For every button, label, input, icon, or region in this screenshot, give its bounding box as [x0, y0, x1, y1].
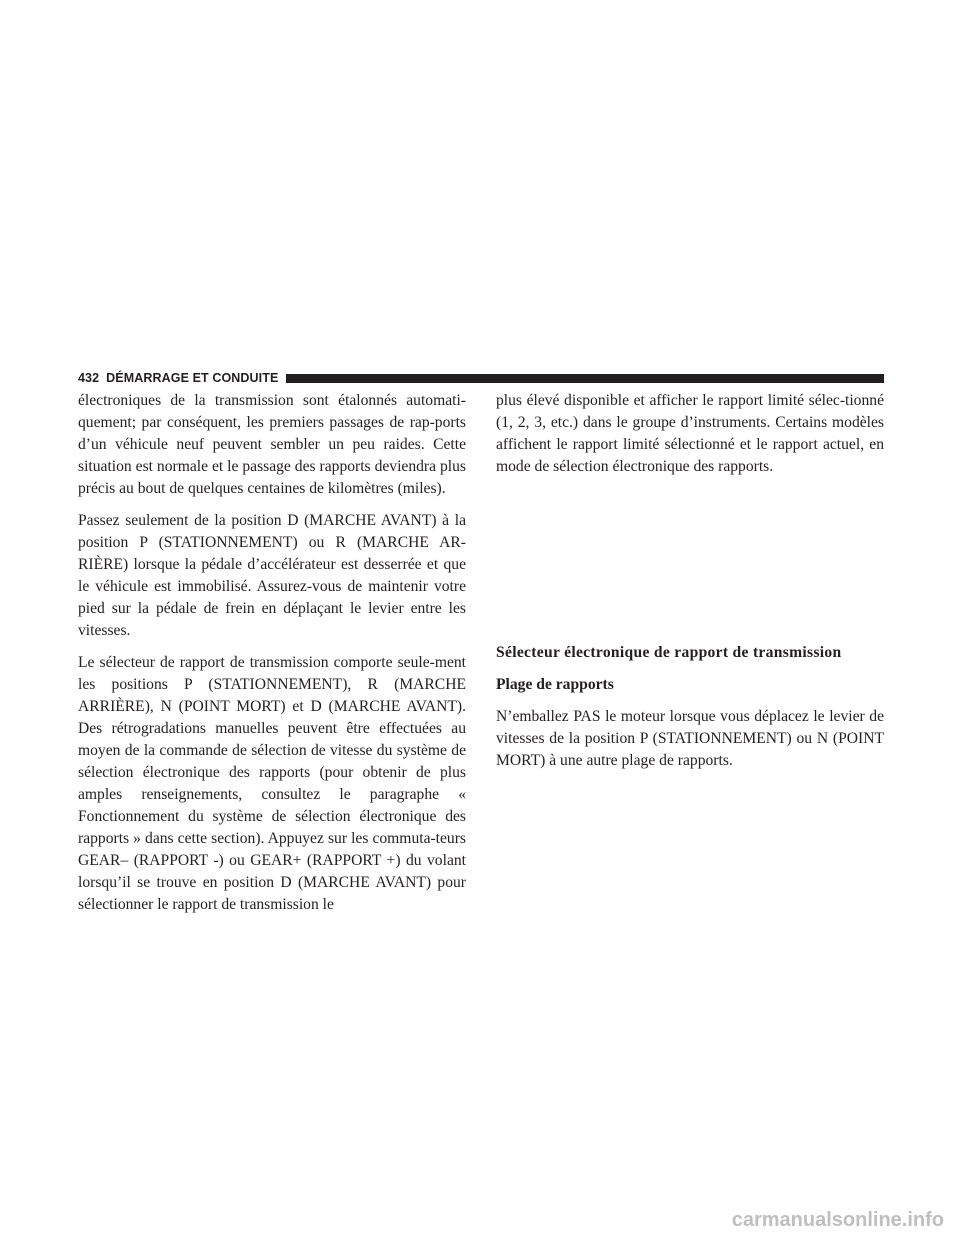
header-rule — [286, 374, 884, 383]
body-paragraph: électroniques de la transmission sont étalonnés automati-quement; par conséquent, les premiers passages de rap-ports d’un véhicule neuf peuvent sembler un peu raides. Cette situation est normale et le passage des rapports deviendra plus précis au bout de quelques centaines de kilomètres (miles). — [78, 392, 466, 497]
body-paragraph: plus élevé disponible et afficher le rapport limité sélec-tionné (1, 2, 3, etc.) dans le groupe d’instruments. Certains modèles affichent le rapport limité sélectionné et le rapport actuel, en mode de sélection électronique des rapports. — [496, 392, 884, 475]
subheading: Plage de rapports — [496, 676, 614, 693]
watermark: carmanualsonline.info — [731, 1209, 944, 1231]
right-column — [496, 390, 884, 782]
body-paragraph: N’emballez PAS le moteur lorsque vous déplacez le levier de vitesses de la position P (STATIONNEMENT) ou N (POINT MORT) à une autre plage de rapports. — [496, 708, 884, 769]
page-header — [78, 369, 884, 387]
body-paragraph: Passez seulement de la position D (MARCHE AVANT) à la position P (STATIONNEMENT) ou R (MARCHE AR-RIÈRE) lorsque la pédale d’accélérateur est desserrée et que le véhicule est immobilisé. Assurez-vous de maintenir votre pied sur la pédale de frein en déplaçant le levier entre les vitesses. — [78, 512, 466, 639]
body-paragraph: Le sélecteur de rapport de transmission comporte seule-ment les positions P (STATIONNEMENT), R (MARCHE ARRIÈRE), N (POINT MORT) et D (MARCHE AVANT). Des rétrogradations manuelles peuvent être effectuées au moyen de la commande de sélection de vitesse du système de sélection électronique des rapports (pour obtenir de plus amples renseignements, consultez le paragraphe « Fonctionnement du système de sélection électronique des rapports » dans cette section). Appuyez sur les commuta-teurs GEAR– (RAPPORT -) ou GEAR+ (RAPPORT +) du volant lorsqu’il se trouve en position D (MARCHE AVANT) pour sélectionner le rapport de transmission le — [78, 654, 466, 913]
figure-placeholder — [496, 488, 884, 642]
page-number: 432 — [78, 371, 100, 385]
left-column — [78, 390, 466, 926]
figure-caption: Sélecteur électronique de rapport de transmission — [496, 644, 842, 661]
section-title: DÉMARRAGE ET CONDUITE — [106, 371, 279, 385]
